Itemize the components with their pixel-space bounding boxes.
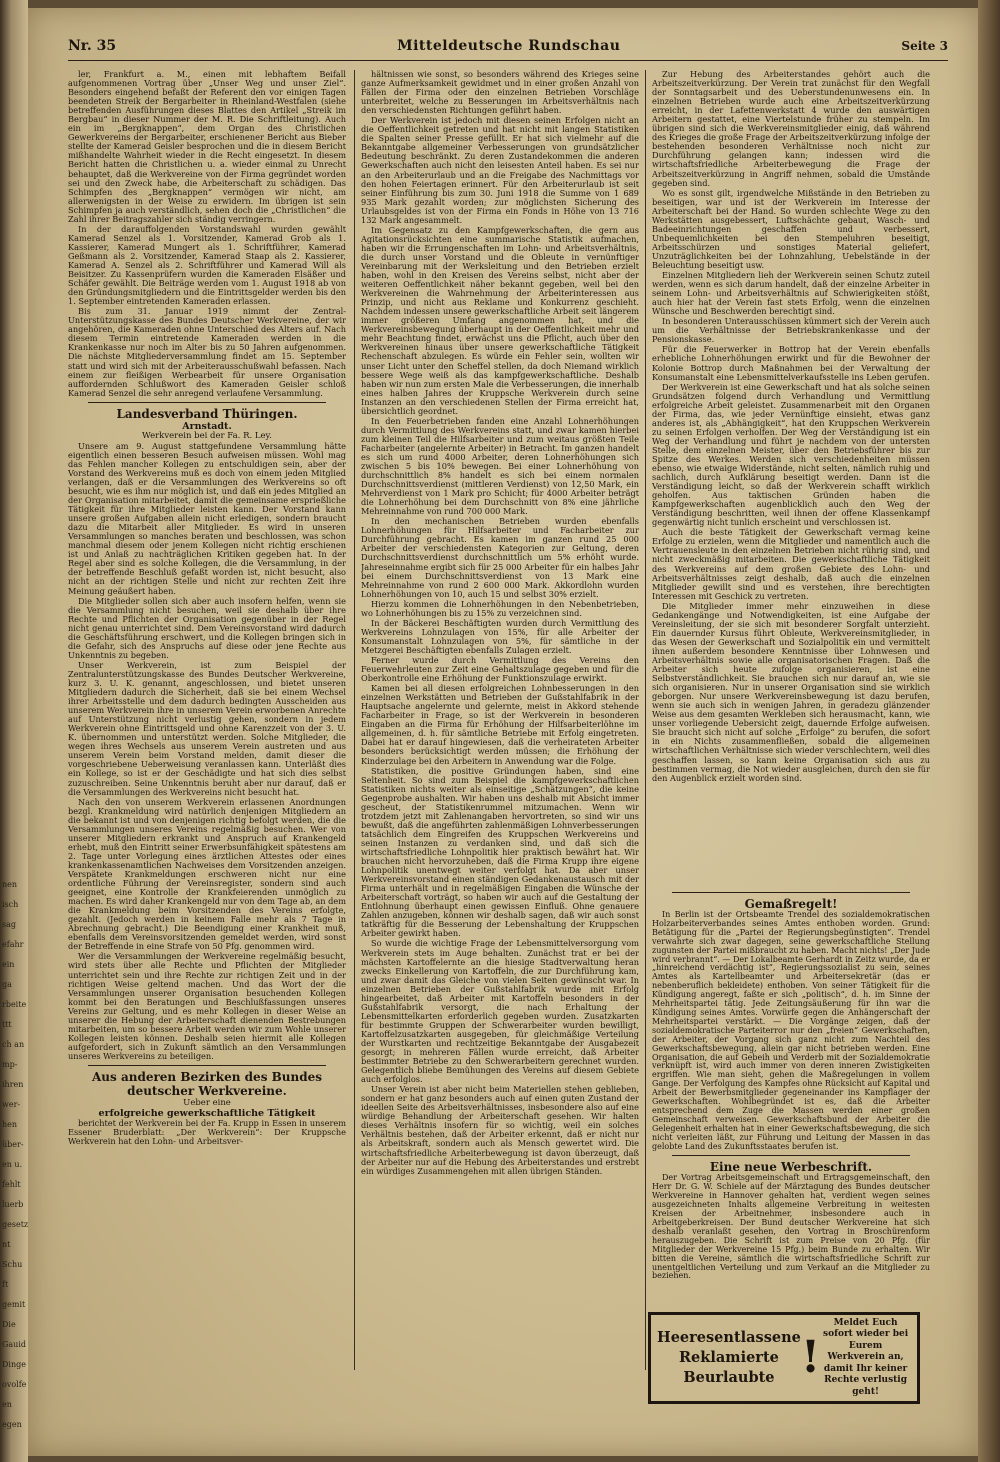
section-heading: Landesverband Thüringen.	[116, 406, 298, 421]
sliver-fragment: nt	[2, 1240, 11, 1249]
article-paragraph: Bis zum 31. Januar 1919 nimmt der Zentral-Unterstützungskasse des Bundes Deutscher Werkvereine, der wir angehören, die Kameraden ohne Unterschied des Alters auf. Nach diesem Termin eintretende Kameraden werden in die Krankenkasse nur noch im Alter bis zu 50 Jahren aufgenommen. Die nächste Mitgliederversammlung findet am 15. September statt und wird sich mit der Arbeiterausschußwahl befassen. Nach einem zur fleißigen Werbearbeit für unsere Organisation auffordernden Schlußwort des Kameraden Geisler schloß Kamerad Senzel die sehr anregend verlaufene Versammlung.	[68, 306, 346, 398]
sliver-fragment: fehlt	[2, 1180, 21, 1189]
notice-text: Der Vortrag Arbeitsgemeinschaft und Ertragsgemeinschaft, den Herr Dr. G. W. Schiele auf der Märztagung des Bundes deutscher Werkvereine in Hannover gehalten hat, verdient wegen seines ausgezeichneten Inhalts allgemeine Verbreitung in weitesten Kreisen der Arbeitnehmer, insbesondere auch in Arbeitgeberkreisen. Der Bund deutscher Werkvereine hat sich deshalb veranlaßt gesehen, den Vortrag in Broschürenform herauszugeben. Die Schrift ist zum Preise von 20 Pfg. (für Mitglieder der Werkvereine 15 Pfg.) beim Bunde zu erhalten. Wir bitten die Vereine, sämtlich die wirtschaftsfriedliche Schrift zur unentgeltlichen Verteilung und zum Verkauf an die Mitglieder zu beziehen.	[652, 1173, 930, 1281]
article-paragraph: Einzelnen Mitgliedern lieh der Werkverein seinen Schutz zuteil werden, wenn es sich darum handelt, daß der einzelne Arbeiter in seinem Lohn- und Arbeitsverhältnis auf Schwierigkeiten stößt, auch hier hat der Verein fast stets Erfolg, wenn die einzelnen Wünsche und Beschwerden berechtigt sind.	[652, 270, 930, 317]
sliver-fragment: Dinge	[2, 1360, 26, 1369]
article-paragraph: berichtet der Werkverein bei der Fa. Krupp in Essen in unserem Essener Bruderblatt: „Der Werkverein“: Der Kruppsche Werkverein hat den Lohn- und Arbeitsver-	[68, 1118, 346, 1147]
sliver-fragment: Schu	[2, 1260, 23, 1269]
sliver-fragment: wer-	[2, 1100, 21, 1109]
article-paragraph: Der Werkverein ist eine Gewerkschaft und hat als solche seinen Grundsätzen folgend durch Verhandlung und Vermittlung erfolgreiche Arbeit geleistet. Zusammenarbeit mit den Organen der Firma, das, wie jeder Vernünftige einsieht, etwas ganz anderes ist, als „Abhängigkeit“, hat den Kruppschen Werkverein zu seinen Erfolgen verholfen. Der Weg der Verständigung ist ein Weg der Verhandlung und führt je nachdem von der untersten Stelle, dem einzelnen Meister, über den Betriebsführer bis zur Spitze des Werkes. Werden sich verschiedenheiten müssen ebenso, wie etwaige Widerstände, nicht selten, nämlich ruhig und sachlich, durch Aufklärung beseitigt werden. Dann ist die Verständigung leicht, so daß der Werkverein schafft wirklich geholfen. Aus taktischen Gründen haben die Kampfgewerkschaften augenblicklich auch den Weg der Verständigung beschritten, weil ihnen der offene Klassenkampf gegenwärtig nicht tunlich erscheint und verschlossen ist.	[652, 381, 930, 528]
article-paragraph: In der darauffolgenden Vorstandswahl wurden gewählt Kamerad Senzel als 1. Vorsitzender, Kamerad Grob als 1. Kassierer, Kamerad Mungert als 1. Schriftführer, Kamerad Geßmann als 2. Vorsitzender, Kamerad Staap als 2. Kassierer, Kamerad A. Senzel als 2. Schriftführer und Kamerad Will als Beisitzer. Zu Kassenprüfern wurden die Kameraden Elsäßer und Schäfer gewählt. Die Beiträge werden vom 1. August 1918 ab von den Gründungsmitgliedern und die Eintrittsgelder werden bis den 1. September eintretenden Kameraden erlassen.	[68, 223, 346, 307]
ad-left	[657, 1328, 801, 1388]
ad-line: Reklamierte	[679, 1349, 779, 1366]
article-paragraph: In der Bäckerei Beschäftigten wurden durch Vermittlung des Werkvereins Lohnzulagen von 15%, für alle Arbeiter der Konsumanstalt Lohnzulagen von 5%, für sämtliche in der Metzgerei Beschäftigten ebenfalls Zulagen erzielt.	[361, 617, 639, 655]
article-paragraph: Der Werkverein ist jedoch mit diesen seinen Erfolgen nicht an die Oeffentlichkeit getreten und hat nicht mit langen Statistiken die Spalten seiner Presse gefüllt. Er hat sich vielmehr auf die Bekanntgabe allgemeiner Verbesserungen von grundsätzlicher Bedeutung beschränkt. Zu deren Zustandekommen die anderen Gewerkschaften auch nicht den leisesten Anteil haben. Es sei nur an den Arbeiterurlaub und an die Freigabe des Nachmittags vor den hohen Feiertagen erinnert. Für den Arbeiterurlaub ist seit seiner Einführung bis zum 30. Juni 1918 die Summe von 1 689 935 Mark gezahlt worden; zur möglichsten Sicherung des Urlaubsgeldes ist von der Firma ein Fonds in Höhe von 13 716 132 Mark angesammelt.	[361, 115, 639, 225]
section-rule	[672, 892, 910, 893]
header-rule	[68, 60, 948, 61]
club-heading: Werkverein bei der Fa. R. Ley.	[142, 430, 272, 441]
article-paragraph: Im Gegensatz zu den Kampfgewerkschaften, die gern aus Agitationsrücksichten eine summarische Statistik aufmachen, haben wir die Errungenschaften im Lohn- und Arbeitsverhältnis, die durch unser Vorstand und die Obleute in vernünftiger Vereinbarung mit der Werksleitung und den Betrieben erzielt haben, wohl in den Kreisen des Vereins selbst, nicht aber der weiteren Oeffentlichkeit näher bekannt gegeben, weil bei den Werkvereinen die Wahrnehmung der Arbeiterinteressen aus Prinzip, und nicht aus Reklame und Konkurrenz geschieht. Nachdem indessen unsere gewerkschaftliche Arbeit seit längerem immer größeren Umfang angenommen hat, und die Werkvereinsbewegung überhaupt in der Oeffentlichkeit mehr und mehr Beachtung findet, erwächst uns die Pflicht, auch über den Werkvereinen hinaus über unsere gewerkschaftliche Tätigkeit Rechenschaft abzulegen. Es würde ein Fehler sein, wollten wir unser Licht unter den Scheffel stellen, da doch Niemand wirklich bessere Wege weiß als das kampfgewerkschaftliche. Deshalb haben wir nun zum ersten Male die Verbesserungen, die innerhalb eines halben Jahres der Kruppsche Werkverein durch seine Instanzen an den verschiedenen Stellen der Firma erreicht hat, übersichtlich geordnet.	[361, 224, 639, 416]
column-2	[361, 70, 639, 1400]
sliver-fragment: ovolfe	[2, 1380, 27, 1389]
sliver-fragment: en u.	[2, 1160, 23, 1169]
article-paragraph: Statistiken, die positive Gründungen haben, sind eine Seltenheit. So sind zum Beispiel die kampfgewerkschaftlichen Statistiken nichts weiter als einseitige „Schätzungen“, die keine Gegenprobe aushalten. Wir haben uns deshalb mit Absicht immer gescheut, der Statistikenrummel mitzumachen. Wenn wir trotzdem jetzt mit Zahlenangaben hervortreten, so sind wir uns bewußt, daß die angeführten zahlenmäßigen Lohnverbesserungen tatsächlich dem Eingreifen des Kruppschen Werkvereins und seinen Instanzen zu verdanken sind, und daß sich die wirtschaftsfriedliche Lohnpolitik hier praktisch bewährt hat. Wir brauchen nicht hervorzuheben, daß die Firma Krupp ihre eigene Lohnpolitik unentwegt weiter verfolgt hat. Da aber unser Werkvereinsvorstand einen ständigen Gedankenaustausch mit der Firma unterhält und in regelmäßigen Eingaben die Wünsche der Arbeiterschaft vorträgt, so haben wir auch auf die Gestaltung der Entlohnung überhaupt einen gewissen Einfluß. Ohne genauere Zahlen anzugeben, können wir deshalb sagen, daß wir auch sonst tatkräftig für die Besserung der Lebenshaltung der Kruppschen Arbeiter gewirkt haben.	[361, 765, 639, 939]
article-paragraph: Kamen bei all diesen erfolgreichen Lohnbesserungen in den einzelnen Werkstätten und Betrieben der Gußstahlfabrik in der Hauptsache angelernte und gelernte, meist in Akkord stehende Facharbeiter in Frage, so ist der Werkverein in besonderen Eingaben an die Firma für Erhöhung der Hilfsarbeiterlöhne im allgemeinen, d. h. für sämtliche Betriebe mit Erfolg eingetreten. Dabei hat er darauf hingewiesen, daß die verheirateten Arbeiter besonders berücksichtigt werden müssen; die Erhöhung der Kinderzulage bei den Arbeitern in Anwendung war die Folge.	[361, 683, 639, 766]
section-heading: Aus anderen Bezirken des Bundes deutscher Werkvereine.	[91, 1069, 322, 1098]
section-rule	[672, 1155, 910, 1156]
sliver-fragment: nen	[2, 880, 18, 889]
advertisement-box	[648, 1312, 920, 1404]
sliver-fragment: ihren	[2, 1080, 24, 1089]
article-paragraph: In den mechanischen Betrieben wurden ebenfalls Lohnerhöhungen für Hilfsarbeiter und Facharbeiter zur Durchführung gebracht. Es kamen im ganzen rund 25 000 Arbeiter der verschiedensten Kategorien zur Geltung, deren Durchschnittsverdienst durchschnittlich um 5% erhöht wurde. Jahreseinnahme ergibt sich für 25 000 Arbeiter für ein halbes Jahr bei einem Durchschnittsverdienst von 13 Mark eine Mehreinnahme von rund 2 600 000 Mark. Akkordlohn wurden Lohnerhöhungen von 10, auch 15 und selbst 30% erzielt.	[361, 516, 639, 599]
column-1	[68, 70, 346, 1400]
sliver-fragment: isch	[2, 900, 19, 909]
sliver-fragment: mp-	[2, 1060, 18, 1069]
article-paragraph: Unsere am 9. August stattgefundene Versammlung hätte eigentlich einen besseren Besuch aufweisen müssen. Wohl mag das Fehlen mancher Kollegen zu entschuldigen sein, aber der Vorstand des Werkvereins muß es doch von einem jeden Mitglied verlangen, daß er die Versammlungen des Werkvereins so oft besucht, wie es ihm nur möglich ist, und daß ein jedes Mitglied an der Organisation mitarbeitet, damit die gemeinsame ersprießliche Tätigkeit für ihre Mitglieder leisten kann. Der Vorstand kann unsere großen Aufgaben allein nicht erledigen, sondern braucht dazu die Mitarbeit aller Mitglieder. Es wird in unseren Versammlungen so manches beraten und beschlossen, was schon manchmal diesem oder jenem Kollegen nicht richtig erschienen ist und Anlaß zu nachträglichen Kritiken gegeben hat. In der Regel aber sind es solche Kollegen, die die Versammlung, in der der betreffende Beschluß gefaßt worden ist, nicht besucht, also nicht an der richtigen Stelle und nicht zur rechten Zeit ihre Meinung geäußert haben.	[68, 440, 346, 596]
article-subheading: erfolgreiche gewerkschaftliche Tätigkeit	[98, 1108, 316, 1120]
sliver-fragment: ft	[2, 1280, 9, 1289]
article-paragraph: Auch die beste Tätigkeit der Gewerkschaft vermag keine Erfolge zu erzielen, wenn die Mitglieder und namentlich auch die Vertrauensleute in den einzelnen Betrieben nicht rührig sind, und nicht zweckmäßig mitarbeiten. Die gewerkschaftliche Tätigkeit des Werkvereins auf dem großen Gebiete des Lohn- und Arbeitsverhältnisses zeigt deshalb, daß auch die einzelnen Mitglieder gewillt sind und es verstehen, ihre berechtigten Interessen mit Geschick zu vertreten.	[652, 527, 930, 601]
article-paragraph: Hierzu kommen die Lohnerhöhungen in den Nebenbetrieben, wo Lohnerhöhungen bis zu 15% zu verzeichnen sind.	[361, 598, 639, 618]
sliver-fragment: gemit	[2, 1300, 26, 1309]
sliver-fragment: egen	[2, 1420, 22, 1429]
sliver-fragment: ttt	[2, 1020, 12, 1029]
sliver-fragment: Gauid	[2, 1340, 26, 1349]
article-paragraph: Die Mitglieder sollen sich aber auch insofern helfen, wenn sie die Versammlung nicht besuchen, weil sie deshalb über ihre Rechte und Pflichten der Organisation gegenüber in der Regel nicht genau unterrichtet sind. Dem Vereinsvorstand wird dadurch die Geschäftsführung erschwert, und die Kollegen bringen sich in die Gefahr, sich des Anspruchs auf diese oder jene Rechte aus Unkenntnis zu begeben.	[68, 595, 346, 660]
sliver-fragment: ein	[2, 960, 15, 969]
ad-right-text: Meldet Euch sofort wieder bei Eurem Werkverein an, damit Ihr keiner Rechte verlustig geht!	[823, 1317, 909, 1397]
sliver-fragment: ga	[2, 980, 12, 989]
notice-heading: Gemaßregelt!	[744, 897, 838, 911]
sliver-fragment: hen	[2, 1120, 18, 1129]
article-paragraph: Wo es sonst gilt, irgendwelche Mißstände in den Betrieben zu beseitigen, war und ist der Werkverein im Interesse der Arbeiterschaft bei der Hand. So wurden schlechte Wege zu den Werkstätten ausgebessert, Luftschächte gebaut, Wasch- und Badeeinrichtungen geschaffen und verbessert, Unbequemlichkeiten bei den Stempeluhren beseitigt, Arbeitsschürzen und sonstiges Material geliefert, Unzuträglichkeiten bei der Lohnzahlung, Uebelstände in der Beleuchtung beseitigt usw.	[652, 187, 930, 270]
article-paragraph: Die Mitglieder immer mehr einzuweihen in diese Gedankengänge und Notwendigkeiten, ist eine Aufgabe der Vereinsleitung, der sie sich mit besonderer Sorgfalt unterzieht. Ein dauernder Kursus führt Obleute, Werkvereinsmitglieder, in das Wesen der Gewerkschaft und Sozialpolitik ein und vermittelt ihnen außerdem besondere Kenntnisse über Lohnwesen und Arbeitsverhältnis sowie alle organisatorischen Fragen. Daß die Arbeiter sich heute zufolge organisieren, ist eine Selbstverständlichkeit. Sie brauchen sich nur darauf an, wie sie sich organisieren. Nur in unserer Organisation sind sie wirklich geborgen. Nur unsere Werkvereinsbewegung ist dazu berufen, wenn sie auch sich in wenigen Jahren, in geradezu glänzender Weise aus dem gesamten Werkleben sich herausmacht, kann, wie unser vorliegende Uebersicht zeigt, dauernde Erfolge aufweisen. Sie braucht sich nicht auf solche „Erfolge“ zu berufen, die sofort in ein Nichts zusammenfließen, sobald die allgemeinen wirtschaftlichen Verhältnisse sich wieder verschlechtern, weil dies geschaffen lassen, so kann keine Organisation sich aus zu bestimmen vermag, die Not wieder ausgleichen, durch den sie für den Augenblick erzielt worden sind.	[652, 600, 930, 783]
sliver-fragment: efahr	[2, 940, 24, 949]
sliver-fragment: sag	[2, 920, 16, 929]
sliver-fragment: ch an	[2, 1040, 25, 1049]
section-rule	[88, 1065, 326, 1066]
ad-line: Heeresentlassene	[657, 1329, 801, 1346]
article-paragraph: Unser Verein ist aber nicht beim Materiellen stehen geblieben, sondern er hat ganz besonders auch auf einen guten Zustand der ideellen Seite des Arbeitsverhältnisses, insbesondere also auf eine würdige Behandlung der Arbeiterschaft gesehen. Wir halten dieses Verhältnis insofern für so wichtig, weil ein solches Verhältnis bestehen, daß der Arbeiter erkennt, daß er nicht nur als Arbeitskraft, sondern auch als Mensch gewertet wird. Die wirtschaftsfriedliche Arbeiterbewegung ist davon überzeugt, daß der Arbeiter nur auf die Hebung des Arbeiterstandes und erstrebt ein würdiges Zusammengehen mit allen übrigen Ständen.	[361, 1084, 639, 1176]
article-paragraph: Ferner wurde durch Vermittlung des Vereins den Feuerwehrleuten zur Zeit eine Gehaltszulage gegeben und für die Oberkontrolle eine Erhöhung der Funktionszulage erwirkt.	[361, 655, 639, 684]
sliver-fragment: gesetz	[2, 1220, 28, 1229]
issue-number: Nr. 35	[68, 38, 117, 54]
article-paragraph: In besonderen Unterausschüssen kümmert sich der Verein auch um die Verhältnisse der Betriebskrankenkasse und der Pensionskasse.	[652, 316, 930, 345]
sliver-fragment: über-	[2, 1140, 24, 1149]
column-divider	[354, 70, 355, 1370]
article-paragraph: Unser Werkverein, ist zum Beispiel der Zentralunterstützungskasse des Bundes Deutscher Werkvereine, kurz 3. U. K. genannt, angeschlossen, und bietet unseren Mitgliedern dadurch die Sicherheit, daß sie bei einem Wechsel ihrer Arbeitsstelle und dem dadurch bedingten Ausscheiden aus unserem Werkverein ihre in unserem Verein erworbenen Anrechte auf Unterstützung nicht verlustig gehen, sondern in jedem Werkverein ohne Eintrittsgeld und ohne Karenzzeit von der 3. U. K. übernommen und unterstützt werden. Solche Mitglieder, die wegen ihres Wechsels aus unserem Verein austreten und aus unserem Verein beim Vorstand melden, damit dieser die vorgeschriebene Ueberweisung veranlassen kann. Unterläßt dies ein Kollege, so ist er der Geschädigte und hat sich dies selbst zuzuschreiben. Seine Unkenntnis beruht aber nur darauf, daß er die Versammlungen des Werkvereins nicht besucht hat.	[68, 659, 346, 797]
page-header	[68, 36, 948, 56]
newspaper-title: Mitteldeutsche Rundschau	[397, 38, 621, 54]
newspaper-page	[28, 8, 978, 1456]
sliver-fragment: Die	[2, 1320, 16, 1329]
section-rule	[88, 402, 326, 403]
column-divider	[645, 70, 646, 1370]
binding-edge	[978, 0, 1000, 1462]
notice-text: In Berlin ist der Ortsbeamte Trendel des sozialdemokratischen Holzarbeiterverbandes seines Amtes enthoben worden. Grund: Betätigung für die „Partei der Regierungsbegünstigten“. Trendel verwahrte sich zwar dagegen, seine gewerkschaftliche Stellung zugunsten der Partei mißbraucht zu haben. Macht nichts! „Der Jude wird verbrannt“. — Der Lokalbeamte Gerhardt in Zeitz wurde, da er „hinreichend verdächtig ist“, Regierungssozialist zu sein, seines Amtes als Kartellbeamter und Arbeitersekretär (das er nebenberuflich bekleidete) enthoben. Von seiner Tätigkeit für die Kündigung angeregt, faßte er sich „politisch“, d. h. im Sinne der Mehrheitspartei tätig. Jede Zeitungsäußerung für ihn war die Kündigung seines Amtes. Vorwürfe gegen die Anhängerschaft der Mehrheitspartei verstärkt. — Die Vorgänge zeigen, daß der sozialdemokratische Parteiterror nur den „freien“ Gewerkschaften, der Arbeiter, der Vorgang sich ganz nicht zum Nachteil des Gewerkschaftsbewegung, allein gar nicht betrieben werden. Eine Organisation, die auf Gebeih und Verderb mit der Sozialdemokratie verknüpft ist, wird auch immer von deren inneren Zwistigkeiten ergriffen. Wie man sieht, gehen die Maßregelungen in vollem Gange. Der Verfolgung des Kampfes ohne Rücksicht auf Kapital und Arbeit der Bewerbsmitglieder gegeneinander ins Kampflager der Gewerkschaften. Wohlbegründet ist es, daß die Arbeiter entsprechend dem Zuge die Massen werden einer großen Gemeinschaft verweisen. Gewerkschaftsbund der Arbeiter die Gelegenheit erhalten hat in einer Gewerkschaftsbewegung, die sich nicht verleiten läßt, zur Führung und Leitung der Massen in das gelobte Land des Zukunftsstaates berufen ist.	[652, 910, 930, 1151]
article-paragraph: Wer die Versammlungen der Werkvereine regelmäßig besucht, wird stets über alle Rechte und Pflichten der Mitglieder unterrichtet sein und ihre Rechte zur richtigen Zeit und in der richtigen Weise geltend machen. Und das Wort der die Versammlungen unserer Organisation besuchenden Kollegen kommt bei den Beratungen und Beschlußfassungen unseres Vereins zur Geltung, und es mehr Kollegen in dieser Weise an unserer die Hebung der Arbeiterschaft dienenden Bestrebungen mitarbeiten, um so bessere Arbeit werden wir zum Wohle unserer Kollegen leisten können. Deshalb seien hiermit alle Kollegen aufgefordert, sich in Zukunft sämtlich an den Versammlungen unseres Werkvereins zu beteiligen.	[68, 951, 346, 1061]
article-paragraph: So wurde die wichtige Frage der Lebensmittelversorgung vom Werkverein stets im Auge behalten. Zunächst trat er bei der mächsten Kartoffelernte an die hiesige Stadtverwaltung heran zwecks Einkellerung von Kartoffeln, die zur Durchführung kam, und zwar damit das Gleiche von vielen Seiten gewünscht war. In einzelnen Betrieben der Gußstahlfabrik wurde mit Erfolg hingearbeitet, daß Arbeiter mit Kartoffeln besonders in der Gußstahlfabrik versorgt, die nach Erhaltung der Lebensmittelkarten erforderlich gegeben wurden. Zusatzkarten für bestimmte Gruppen der Schwerarbeiter wurden bewilligt, Kartoffelzusatzkarten ausgegeben, für gleichmäßige Verteilung der Wurstkarten und rechtzeitige Bekanntgabe der Ausgabezeit gesorgt; in mehreren Fällen wurde erreicht, daß Arbeiter bestimmter Betriebe zu den Schwerarbeitern gerechnet wurden. Gelegentlich bliebe Bemühungen des Vereins auf diesem Gebiete auch erfolglos.	[361, 938, 639, 1085]
article-paragraph: Nach den von unserem Werkverein erlassenen Anordnungen bezgl. Krankmeldung wird natürlich denjenigen Mitgliedern an die bekannt ist und von denjenigen richtig befolgt werden, die die Versammlungen unseres Vereins regelmäßig besuchen. Wer von unserer Mitgliedern erkrankt und Anspruch auf Krankengeld erhebt, muß den Eintritt seiner Erwerbsunfähigkeit spätestens am 2. Tage unter Vorlegung eines ärztlichen Attestes oder eines krankenkassenamtlichen Nachweises dem Vorsitzenden anzeigen. Verspätete Krankmeldungen erschweren nicht nur eine ordentliche Führung der Vereinsregister, sondern sind auch geeignet, eine Kontrolle der Krankfeierenden unmöglich zu machen. Es wird daher Krankengeld nur von dem Tage ab, an dem die Krankmeldung beim Vorsitzenden des Vereins erfolgte, gezahlt. (Jedoch werden in keinem Falle mehr als 7 Tage in Abrechnung gebracht.) Die Beendigung einer Krankheit muß, ebenfalls dem Vereinsvorsitzenden gemeldet werden, wird sonst der Betreffende in eine Strafe von 50 Pfg. genommen wird.	[68, 796, 346, 952]
ad-line: Beurlaubte	[683, 1369, 775, 1386]
article-paragraph: In den Feuerbetrieben fanden eine Anzahl Lohnerhöhungen durch Vermittlung des Werkvereins statt, und zwar kamen hierbei zum kleinen Teil die Hilfsarbeiter und zum weitaus größten Teile Facharbeiter (angelernte Arbeiter) in Betracht. Im ganzen handelt es sich um rund 4000 Arbeiter, deren Lohnerhöhungen sich zwischen 5 bis 10% bewegen. Bei einer Lohnerhöhung von durchschnittlich 8% handelt es sich bei einem normalen Durchschnittsverdienst (mittleren Verdienst) von 12,50 Mark, ein Mehrverdienst von 1 Mark pro Schicht; für 4000 Arbeiter beträgt die Lohnerhöhung bei dem Durchschnitt von 8% eine jährliche Mehreinnahme von rund 700 000 Mark.	[361, 415, 639, 517]
exclamation-mark: !	[800, 1332, 821, 1383]
sliver-fragment: rbeite	[2, 1000, 27, 1009]
article-paragraph: ler, Frankfurt a. M., einen mit lebhaftem Beifall aufgenommenen Vortrag über „Unser Weg und unser Ziel“. Besonders eingehend befaßt der Referent den vor einigen Tagen beendeten Streik der Bergarbeiter in Rheinland-Westfalen (siehe betreffenden Ausführungen dieses Blattes den Artikel „Streik im Bergbau“ in dieser Nummer der M. R. Die Schriftleitung). Auch ein im „Bergknappen“, dem Organ des Christlichen Gewerkvereins der Bergarbeiter, erschienener Bericht aus Bieber stellte der Kamerad Geisler besprochen und die in diesem Bericht mißhandelte Wahrheit wieder in die Recht eingesetzt. In diesem Bericht hatten die Christlichen u. a. wieder einmal zu Unrecht behauptet, daß die Werkvereine von der Firma gegründet worden sei und den Zweck habe, die Arbeiterschaft zu schädigen. Das Schimpfen des „Bergknappen“ vermögen wir nicht, am allerwenigsten in der Weise zu erwidern. Im übrigen ist sein Schimpfen ja auch verständlich, sehen doch die „Christlichen“ die Zahl ihrer Beitragszahler sich ständig verringern.	[68, 70, 346, 224]
column-3	[652, 70, 930, 890]
sliver-fragment: en	[2, 1400, 12, 1409]
location-heading: Arnstadt.	[182, 420, 232, 432]
article-paragraph: Für die Feuerwerker in Bottrop hat der Verein ebenfalls erhebliche Lohnerhöhungen erwirkt und für die Bewohner der Kolonie Bottrop durch Maßnahmen bei der Verwaltung der Konsumanstalt eine Lebensmittelverkaufsstelle ins Leben gerufen.	[652, 344, 930, 382]
sliver-fragment: luerb	[2, 1200, 24, 1209]
article-paragraph: Zur Hebung des Arbeiterstandes gehört auch die Arbeitszeitverkürzung. Der Verein trat zunächst für den Wegfall der Sonntagsarbeit und des Ueberstundenunwesens ein. In einzelnen Betrieben wurde auch eine Arbeitszeitverkürzung erreicht, in der Lafettenwerkstatt 4 wurde den auswärtigen Arbeitern gestattet, eine Viertelstunde früher zu stempeln. Im übrigen sind sich die Werkvereinsmitglieder einig, daß während des Krieges die große Frage der Arbeitszeitverkürzung infolge der bestehenden besonderen Verhältnisse noch nicht zur Durchführung gelangen kann; indessen wird die wirtschaftsfriedliche Arbeiterbewegung die Frage der Arbeitszeitverkürzung in Angriff nehmen, sobald die Umstände gegeben sind.	[652, 70, 930, 188]
intro-line: Ueber eine	[183, 1097, 231, 1108]
article-paragraph: hältnissen wie sonst, so besonders während des Krieges seine ganze Aufmerksamkeit gewidmet und in einer großen Anzahl von Fällen der Firma oder den einzelnen Betrieben Vorschläge unterbreitet, welche zu Besserungen im Arbeitsverhältnis nach den verschiedensten Richtungen geführt haben.	[361, 70, 639, 116]
notices-box	[652, 888, 930, 1281]
page-number: Seite 3	[901, 39, 948, 53]
notice-heading: Eine neue Werbeschrift.	[709, 1160, 873, 1175]
adjacent-page-edge	[0, 0, 28, 1462]
